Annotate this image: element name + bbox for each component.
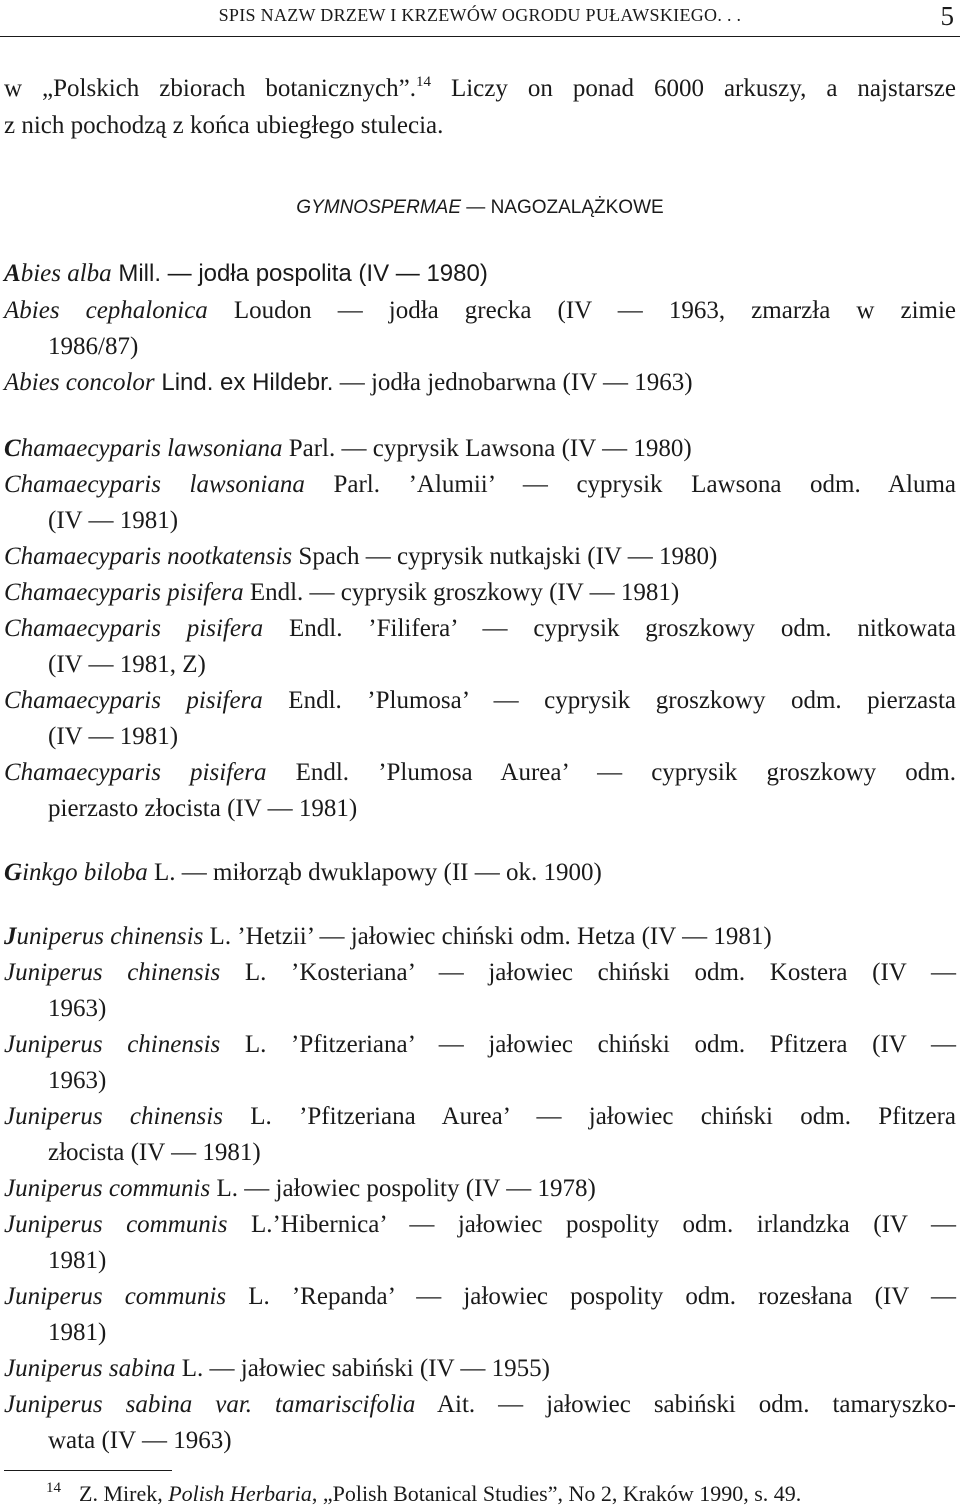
entry-description: Endl. ’Filifera’ — cyprysik groszkowy odm. nitkowata [263,615,956,642]
intro-line-1 [4,74,956,104]
entry-juniperus-chinensis-hetzii [4,922,956,952]
entry-continuation: (IV — 1981, Z) [48,651,206,678]
entry-description: L. — jałowiec pospolity (IV — 1978) [210,1175,596,1202]
species-name: bies alba [20,260,112,287]
species-name: Chamaecyparis lawsoniana [4,471,305,498]
entry-description: L. ’Pfitzeriana’ — jałowiec chiński odm. Pfitzera (IV — [220,1031,956,1058]
species-name: Chamaecyparis pisifera [4,615,264,642]
author: Lind. ex Hildebr. [154,369,334,396]
footnote-14 [46,1480,956,1508]
entry-continuation: złocista (IV — 1981) [48,1139,261,1166]
entry-description: L. ’Pfitzeriana Aurea’ — jałowiec chiński odm. Pfitzera [222,1103,956,1130]
entry-description: — jodła jednobarwna (IV — 1963) [333,369,693,396]
entry-juniperus-communis-repanda [4,1282,956,1312]
entry-description: Ait. — jałowiec sabiński odm. tamaryszko- [415,1391,956,1418]
footnote-title: Polish Herbaria [168,1481,312,1506]
species-name: Juniperus chinensis [4,959,221,986]
entry-abies-concolor [4,368,956,398]
footnote-reference[interactable]: 14 [415,74,431,90]
entry-continuation: 1963) [48,995,107,1022]
section-latin: GYMNOSPERMAE [296,197,461,218]
species-name: Abies cephalonica [4,297,208,324]
entry-continuation: pierzasto złocista (IV — 1981) [48,795,358,822]
species-name: Abies concolor [4,369,155,396]
entry-continuation: 1981) [48,1247,107,1274]
entry-description: L.’Hibernica’ — jałowiec pospolity odm. irlandzka (IV — [227,1211,956,1238]
species-name: hamaecyparis lawsoniana [20,435,283,462]
entry-juniperus-communis-hibernica [4,1210,956,1240]
entry-abies-cephalonica [4,296,956,326]
species-name: Juniperus sabina var. tamariscifolia [4,1391,416,1418]
species-name: Juniperus communis [4,1211,228,1238]
entry-chamaecyparis-pisifera-filifera [4,614,956,644]
entry-chamaecyparis-nootkatensis [4,542,956,572]
entry-description: L. — jałowiec sabiński (IV — 1955) [175,1355,551,1382]
section-dash: — [461,197,491,218]
entry-description: Spach — cyprysik nutkajski (IV — 1980) [292,543,718,570]
footnote-rule [4,1470,172,1471]
entry-description: Endl. ’Plumosa Aurea’ — cyprysik groszkowy odm. [266,759,956,786]
page-number: 5 [940,1,954,31]
intro-text: w „Polskich zbiorach botanicznych”. [4,75,416,102]
entry-continuation: (IV — 1981) [48,507,179,534]
entry-juniperus-chinensis-pfitzeriana-aurea [4,1102,956,1132]
section-polish: NAGOZALĄŻKOWE [490,197,664,218]
entry-description: Endl. ’Plumosa’ — cyprysik groszkowy odm. pierzasta [262,687,956,714]
species-name: inkgo biloba [22,859,148,886]
entry-juniperus-chinensis-kosteriana [4,958,956,988]
species-name: Chamaecyparis pisifera [4,687,263,714]
entry-description: L. — miłorząb dwuklapowy (II — ok. 1900) [147,859,602,886]
entry-continuation: 1986/87) [48,333,139,360]
footnote-text: Z. Mirek, [79,1481,169,1506]
entry-juniperus-chinensis-pfitzeriana [4,1030,956,1060]
entry-description: — jodła pospolita (IV — 1980) [160,260,488,287]
species-name: Chamaecyparis pisifera [4,579,244,606]
species-name: Juniperus sabina [4,1355,176,1382]
genus-initial: C [4,435,21,462]
entry-continuation: 1963) [48,1067,107,1094]
entry-chamaecyparis-pisifera-plumosa-aurea [4,758,956,788]
species-name: Juniperus communis [4,1283,227,1310]
species-name: Juniperus chinensis [4,1031,221,1058]
entry-chamaecyparis-lawsoniana [4,434,956,464]
entry-abies-alba [4,259,956,289]
entry-chamaecyparis-pisifera-plumosa [4,686,956,716]
genus-initial: J [4,923,17,950]
entry-continuation: 1981) [48,1319,107,1346]
running-title: SPIS NAZW DRZEW I KRZEWÓW OGRODU PUŁAWSKIEGO. . . [218,5,742,25]
species-name: Chamaecyparis nootkatensis [4,543,293,570]
author: Mill. [111,260,161,287]
entry-ginkgo-biloba [4,858,956,888]
entry-juniperus-communis [4,1174,956,1204]
entry-chamaecyparis-lawsoniana-alumii [4,470,956,500]
footnote-text: , „Polish Botanical Studies”, No 2, Kraków 1990, s. 49. [311,1481,802,1506]
genus-initial: G [4,859,23,886]
entry-description: Endl. — cyprysik groszkowy (IV — 1981) [243,579,680,606]
footnote-mark: 14 [46,1480,61,1496]
genus-initial: A [4,260,21,287]
entry-description: Parl. — cyprysik Lawsona (IV — 1980) [282,435,692,462]
entry-description: L. ’Hetzii’ — jałowiec chiński odm. Hetza (IV — 1981) [203,923,772,950]
entry-continuation: wata (IV — 1963) [48,1427,232,1454]
running-header [0,0,960,37]
entry-description: Parl. ’Alumii’ — cyprysik Lawsona odm. Aluma [304,471,957,498]
species-name: Juniperus communis [4,1175,211,1202]
entry-continuation: (IV — 1981) [48,723,179,750]
entry-description: L. ’Repanda’ — jałowiec pospolity odm. rozesłana (IV — [226,1283,956,1310]
species-name: Chamaecyparis pisifera [4,759,267,786]
entry-juniperus-sabina [4,1354,956,1384]
species-name: Juniperus chinensis [4,1103,223,1130]
section-heading [0,193,960,223]
entry-description: L. ’Kosteriana’ — jałowiec chiński odm. Kostera (IV — [220,959,957,986]
intro-text: Liczy on ponad 6000 arkuszy, a najstarsze [430,75,956,102]
entry-description: Loudon — jodła grecka (IV — 1963, zmarzła w zimie [207,297,956,324]
intro-line-2: z nich pochodzą z końca ubiegłego stulecia. [4,112,444,139]
entry-chamaecyparis-pisifera [4,578,956,608]
entry-juniperus-sabina-tamariscifolia [4,1390,956,1420]
species-name: uniperus chinensis [16,923,204,950]
